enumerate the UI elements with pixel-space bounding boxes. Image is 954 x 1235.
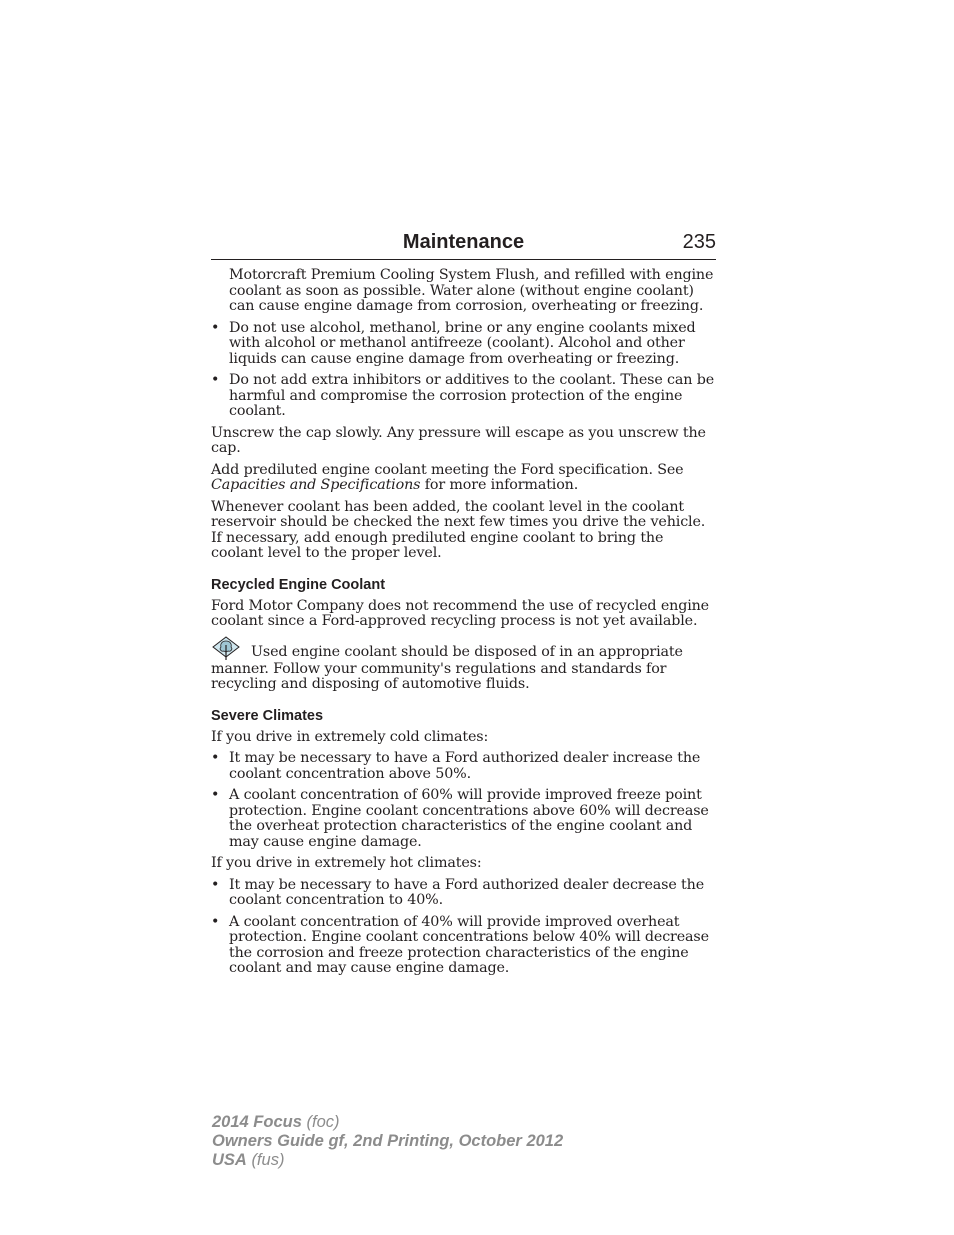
list-item-text: A coolant concentration of 60% will provide improved freeze point protection. Engine coolant concentrations above 60% will decrease the overheat protection characteristics of the engine coolant and may cause engine damage.	[229, 787, 709, 850]
footer-line-market	[212, 1151, 563, 1170]
severe-climates-heading: Severe Climates	[211, 707, 324, 724]
list-item	[211, 373, 717, 420]
footer-line-printing	[212, 1132, 563, 1151]
add-coolant-paragraph	[211, 463, 717, 494]
add-text-before: Add prediluted engine coolant meeting the Ford specification. See	[211, 461, 684, 478]
list-item-text: It may be necessary to have a Ford authorized dealer increase the coolant concentration above 50%.	[229, 750, 701, 782]
bullet-marker: •	[211, 913, 220, 930]
capacities-reference: Capacities and Specifications	[211, 477, 421, 493]
footer-model-code: (foc)	[306, 1113, 340, 1131]
footer-model: 2014 Focus	[212, 1113, 302, 1131]
list-item	[211, 788, 717, 850]
environment-note	[211, 636, 717, 693]
bullet-marker: •	[211, 876, 220, 893]
list-item-text: It may be necessary to have a Ford authorized dealer decrease the coolant concentration to 40%.	[229, 876, 705, 908]
recycled-coolant-heading: Recycled Engine Coolant	[211, 576, 386, 593]
list-item-text: A coolant concentration of 40% will provide improved overheat protection. Engine coolant concentrations below 40% will decrease the corrosion and freeze protection characteristics of the engine coolant and may cause engine damage.	[229, 913, 709, 976]
unscrew-paragraph: Unscrew the cap slowly. Any pressure will escape as you unscrew the cap.	[211, 424, 706, 456]
section-title: Maintenance	[402, 231, 525, 253]
bullet-marker: •	[211, 319, 220, 336]
whenever-paragraph: Whenever coolant has been added, the coolant level in the coolant reservoir should be checked the next few times you drive the vehicle. If necessary, add enough prediluted engine coolant to bring the coolant level to the proper level.	[211, 498, 706, 561]
footer-printing: Owners Guide gf, 2nd Printing, October 2012	[212, 1132, 564, 1150]
bullet-marker: •	[211, 750, 220, 766]
bullet-marker: •	[211, 787, 220, 803]
page-content	[211, 268, 717, 983]
list-item	[211, 878, 717, 909]
environment-note-text: Used engine coolant should be disposed of in an appropriate manner. Follow your community's regulations and standards for recycling and disposing of automotive fluids.	[211, 643, 683, 692]
list-item	[211, 915, 717, 977]
recycled-paragraph: Ford Motor Company does not recommend the use of recycled engine coolant since a Ford-approved recycling process is not yet available.	[211, 597, 709, 629]
footer-market: USA	[212, 1151, 247, 1169]
add-text-after: for more information.	[424, 477, 579, 493]
list-item	[211, 751, 717, 782]
page-footer	[212, 1113, 563, 1170]
page-header	[211, 229, 716, 260]
leaf-icon	[211, 636, 241, 662]
list-item-text: Do not add extra inhibitors or additives to the coolant. These can be harmful and compromise the corrosion protection of the engine coolant.	[229, 372, 715, 419]
hot-intro: If you drive in extremely hot climates:	[211, 855, 482, 871]
intro-continuation: Motorcraft Premium Cooling System Flush, and refilled with engine coolant as soon as possible. Water alone (without engine coolant) can cause engine damage from corrosion, overheating or freezing.	[229, 267, 714, 314]
footer-market-code: (fus)	[251, 1151, 285, 1169]
list-item-text: Do not use alcohol, methanol, brine or any engine coolants mixed with alcohol or methanol antifreeze (coolant). Alcohol and other liquids can cause engine damage from overheating or freezing.	[229, 319, 696, 367]
list-item	[211, 321, 717, 368]
footer-line-model	[212, 1113, 563, 1132]
bullet-marker: •	[211, 372, 220, 388]
cold-intro: If you drive in extremely cold climates:	[211, 728, 489, 745]
page-number: 235	[682, 231, 716, 253]
